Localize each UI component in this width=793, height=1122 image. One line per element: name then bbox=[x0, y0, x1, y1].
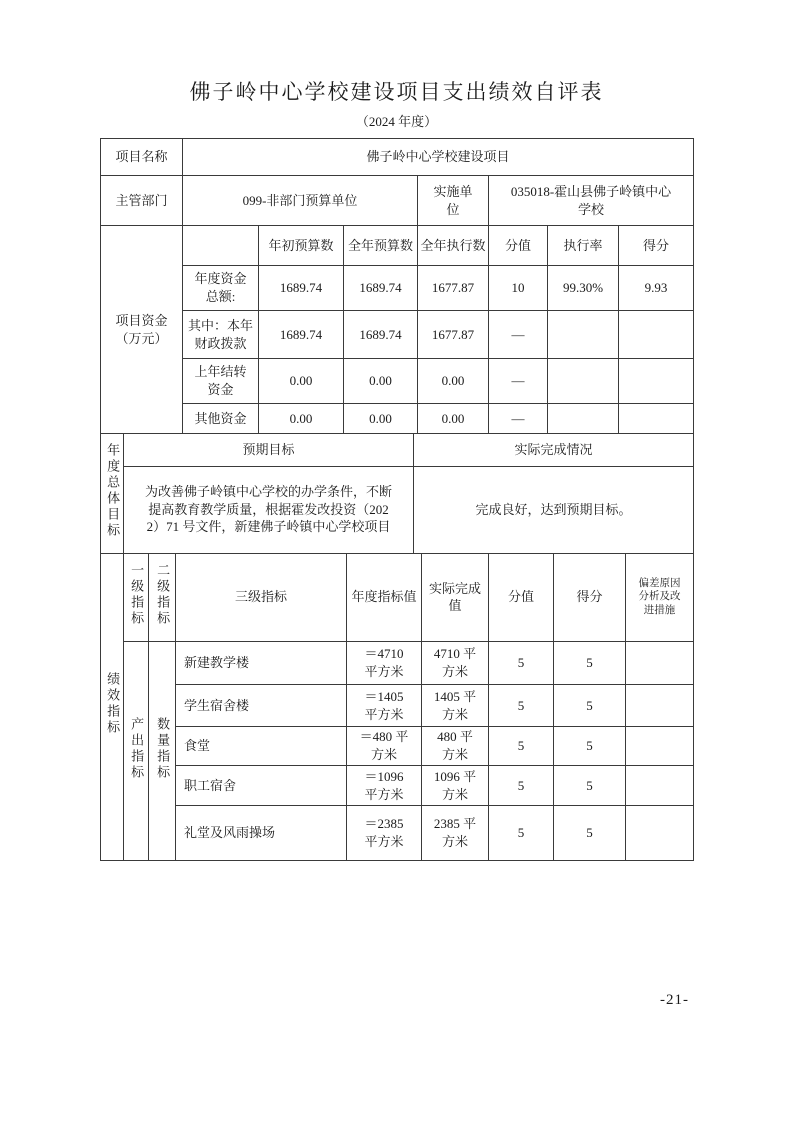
funds-header-executed: 全年执行数 bbox=[418, 226, 489, 266]
indicator-name: 新建教学楼 bbox=[176, 642, 347, 685]
funds-cell-score bbox=[619, 311, 694, 359]
indicator-weight: 5 bbox=[489, 766, 554, 806]
indicator-name: 职工宿舍 bbox=[176, 766, 347, 806]
indicator-deviation bbox=[626, 727, 694, 766]
dept-value: 099-非部门预算单位 bbox=[183, 176, 418, 226]
funds-row-carryover bbox=[101, 359, 694, 404]
indicator-weight: 5 bbox=[489, 806, 554, 861]
objectives-section-label: 年度总体目标 bbox=[101, 434, 124, 553]
evaluation-table bbox=[100, 138, 693, 861]
indicator-target: ＝4710 平方米 bbox=[347, 642, 422, 685]
indicator-weight: 5 bbox=[489, 727, 554, 766]
funds-cell-weight: — bbox=[489, 404, 548, 434]
score-header: 得分 bbox=[554, 554, 626, 642]
funds-cell-initial: 0.00 bbox=[259, 359, 344, 404]
indicator-score: 5 bbox=[554, 727, 626, 766]
funds-cell-executed: 0.00 bbox=[418, 404, 489, 434]
funds-cell-executed: 0.00 bbox=[418, 359, 489, 404]
page-title: 佛子岭中心学校建设项目支出绩效自评表 bbox=[189, 80, 604, 104]
funds-cell-annual: 0.00 bbox=[344, 359, 418, 404]
deviation-header: 偏差原因分析及改进措施 bbox=[626, 554, 694, 642]
page-subtitle: （2024 年度） bbox=[355, 114, 438, 129]
indicator-name: 学生宿舍楼 bbox=[176, 685, 347, 727]
funds-cell-score bbox=[619, 404, 694, 434]
indicator-target: ＝480 平方米 bbox=[347, 727, 422, 766]
expected-goal-text: 为改善佛子岭镇中心学校的办学条件，不断提高教育教学质量，根据霍发改投资（2022）71 号文件，新建佛子岭镇中心学校项目 bbox=[124, 466, 414, 553]
funds-row-label: 其中：本年财政拨款 bbox=[183, 311, 259, 359]
indicator-actual: 480 平方米 bbox=[422, 727, 489, 766]
indicator-score: 5 bbox=[554, 642, 626, 685]
funds-cell-weight: — bbox=[489, 311, 548, 359]
funds-row-label: 其他资金 bbox=[183, 404, 259, 434]
indicator-actual: 1405 平方米 bbox=[422, 685, 489, 727]
indicators-section-label: 绩效指标 bbox=[101, 554, 124, 861]
level2-value: 数量指标 bbox=[149, 642, 176, 861]
actual-completion-header: 实际完成情况 bbox=[414, 434, 694, 466]
funds-cell-executed: 1677.87 bbox=[418, 266, 489, 311]
project-name-label: 项目名称 bbox=[101, 139, 183, 176]
indicator-deviation bbox=[626, 766, 694, 806]
indicator-deviation bbox=[626, 685, 694, 727]
indicator-score: 5 bbox=[554, 806, 626, 861]
funds-cell-annual: 1689.74 bbox=[344, 311, 418, 359]
department-row bbox=[101, 176, 694, 226]
objectives-content-row bbox=[101, 466, 694, 553]
level2-header: 二级指标 bbox=[149, 554, 176, 642]
page-number: -21- bbox=[660, 992, 689, 1008]
actual-header: 实际完成值 bbox=[422, 554, 489, 642]
indicator-name: 食堂 bbox=[176, 727, 347, 766]
project-name-row bbox=[101, 139, 694, 176]
funds-cell-score: 9.93 bbox=[619, 266, 694, 311]
funds-cell-annual: 1689.74 bbox=[344, 266, 418, 311]
indicator-row bbox=[101, 727, 694, 766]
level1-value: 产出指标 bbox=[124, 642, 149, 861]
funds-cell-rate bbox=[548, 311, 619, 359]
target-header: 年度指标值 bbox=[347, 554, 422, 642]
indicator-actual: 2385 平方米 bbox=[422, 806, 489, 861]
objectives-header-row bbox=[101, 434, 694, 466]
impl-value: 035018-霍山县佛子岭镇中心学校 bbox=[489, 176, 694, 226]
indicator-weight: 5 bbox=[489, 685, 554, 727]
funds-cell-rate bbox=[548, 359, 619, 404]
expected-goal-header: 预期目标 bbox=[124, 434, 414, 466]
indicators-header-row bbox=[101, 554, 694, 642]
project-name-value: 佛子岭中心学校建设项目 bbox=[183, 139, 694, 176]
funds-cell-initial: 1689.74 bbox=[259, 311, 344, 359]
funds-row-fiscal bbox=[101, 311, 694, 359]
funds-cell-rate bbox=[548, 404, 619, 434]
funds-header-initial: 年初预算数 bbox=[259, 226, 344, 266]
indicator-score: 5 bbox=[554, 766, 626, 806]
funds-cell-initial: 0.00 bbox=[259, 404, 344, 434]
indicator-score: 5 bbox=[554, 685, 626, 727]
funds-header-weight: 分值 bbox=[489, 226, 548, 266]
funds-header-row bbox=[101, 226, 694, 266]
indicator-target: ＝1096 平方米 bbox=[347, 766, 422, 806]
funds-row-other bbox=[101, 404, 694, 434]
indicators-table bbox=[100, 554, 694, 862]
funds-cell-weight: — bbox=[489, 359, 548, 404]
funds-cell-weight: 10 bbox=[489, 266, 548, 311]
indicator-row bbox=[101, 766, 694, 806]
funds-cell-rate: 99.30% bbox=[548, 266, 619, 311]
dept-label: 主管部门 bbox=[101, 176, 183, 226]
funds-header-rate: 执行率 bbox=[548, 226, 619, 266]
funds-cell-score bbox=[619, 359, 694, 404]
funds-table bbox=[100, 138, 694, 434]
indicator-weight: 5 bbox=[489, 642, 554, 685]
funds-section-label: 项目资金（万元） bbox=[101, 226, 183, 434]
indicator-row bbox=[101, 806, 694, 861]
funds-cell-initial: 1689.74 bbox=[259, 266, 344, 311]
indicator-name: 礼堂及风雨操场 bbox=[176, 806, 347, 861]
indicator-actual: 1096 平方米 bbox=[422, 766, 489, 806]
actual-completion-text: 完成良好，达到预期目标。 bbox=[414, 466, 694, 553]
funds-row-label: 上年结转资金 bbox=[183, 359, 259, 404]
indicator-deviation bbox=[626, 806, 694, 861]
level3-header: 三级指标 bbox=[176, 554, 347, 642]
funds-row-label: 年度资金总额: bbox=[183, 266, 259, 311]
funds-cell-annual: 0.00 bbox=[344, 404, 418, 434]
funds-cell-executed: 1677.87 bbox=[418, 311, 489, 359]
objectives-table bbox=[100, 434, 694, 554]
funds-header-annual: 全年预算数 bbox=[344, 226, 418, 266]
indicator-actual: 4710 平方米 bbox=[422, 642, 489, 685]
level1-header: 一级指标 bbox=[124, 554, 149, 642]
indicator-target: ＝1405 平方米 bbox=[347, 685, 422, 727]
indicator-row bbox=[101, 642, 694, 685]
impl-label: 实施单位 bbox=[418, 176, 489, 226]
funds-row-total bbox=[101, 266, 694, 311]
indicator-target: ＝2385 平方米 bbox=[347, 806, 422, 861]
funds-header-score: 得分 bbox=[619, 226, 694, 266]
weight-header: 分值 bbox=[489, 554, 554, 642]
indicator-row bbox=[101, 685, 694, 727]
indicator-deviation bbox=[626, 642, 694, 685]
funds-header-blank bbox=[183, 226, 259, 266]
